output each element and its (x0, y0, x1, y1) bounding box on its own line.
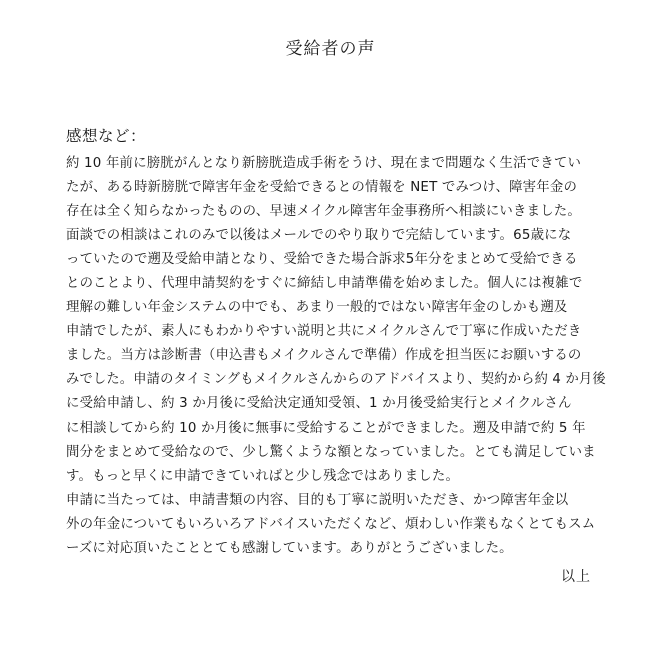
body-line: ました。当方は診断書（申込書もメイクルさんで準備）作成を担当医にお願いするの (66, 348, 582, 364)
body-line: す。もっと早くに申請できていればと少し残念ではありました。 (66, 468, 460, 484)
body-text (66, 152, 606, 561)
body-line: 約 10 年前に膀胱がんとなり新膀胱造成手術をうけ、現在まで問題なく生活できてい (66, 156, 582, 171)
body-line: 申請に当たっては、申請書類の内容、目的も丁寧に説明いただき、かつ障害年金以 (66, 492, 569, 508)
body-line: ーズに対応頂いたこととても感謝しています。ありがとうございました。 (66, 540, 513, 556)
closing-mark: 以上 (561, 569, 591, 585)
body-line: とのことより、代理申請契約をすぐに締結し申請準備を始めました。個人には複雑で (66, 276, 583, 292)
body-line: 理解の難しい年金システムの中でも、あまり一般的ではない障害年金のしかも遡及 (66, 300, 568, 316)
body-line: に相談してから約 10 か月後に無事に受給することができました。遡及申請で約 5 年 (66, 420, 586, 436)
page-title: 受給者の声 (285, 39, 376, 59)
body-line: っていたので遡及受給申請となり、受給できた場合訴求5年分をまとめて受給できる (66, 252, 578, 268)
body-line: たが、ある時新膀胱で障害年金を受給できるとの情報を NET でみつけ、障害年金の (66, 180, 578, 196)
body-line: 申請でしたが、素人にもわかりやすい説明と共にメイクルさんで丁寧に作成いただき (66, 324, 582, 340)
body-line: 間分をまとめて受給なので、少し驚くような額となっていました。とても満足していま (66, 444, 596, 460)
body-line: みでした。申請のタイミングもメイクルさんからのアドバイスより、契約から約 4 か月後 (66, 372, 606, 388)
body-line: 外の年金についてもいろいろアドバイスいただくなど、煩わしい作業もなくとてもスム (66, 516, 596, 532)
section-heading: 感想など： (66, 127, 147, 145)
body-line: に受給申請し、約 3 か月後に受給決定通知受領、1 か月後受給実行とメイクルさん (66, 396, 572, 412)
body-line: 存在は全く知らなかったものの、早速メイクル障害年金事務所へ相談にいきました。 (66, 204, 581, 220)
body-line: 面談での相談はこれのみで以後はメールでのやり取りで完結しています。65歳にな (66, 228, 572, 244)
